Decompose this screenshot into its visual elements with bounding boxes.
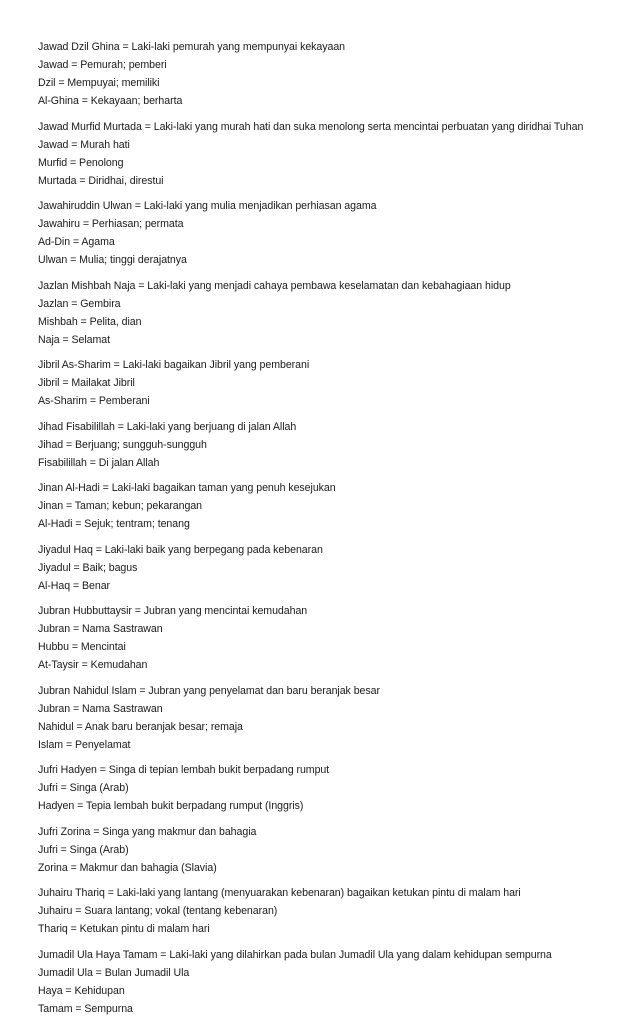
entry-definition: Naja = Selamat [38,333,111,346]
entry-heading: Jawad Dzil Ghina = Laki-laki pemurah yang mempunyai kekayaan [38,41,346,53]
entry-definition: Jufri = Singa (Arab) [38,782,129,794]
entry-definition: Jufri = Singa (Arab) [38,843,129,856]
entry-heading: Jawad Murfid Murtada = Laki-laki yang murah hati dan suka menolong serta mencintai perbuatan yang diridhai Tuhan [38,120,584,133]
entry-definition: Jumadil Ula = Bulan Jumadil Ula [38,966,190,979]
entry-definition: Jazlan = Gembira [38,297,121,310]
name-entry [38,479,618,533]
entry-heading: Jubran Nahidul Islam = Jubran yang penyelamat dan baru beranjak besar [38,684,380,697]
entry-definition: Ad-Din = Agama [38,236,115,248]
entry-definition: Dzil = Mempuyai; memiliki [38,77,160,89]
entry-heading: Jufri Zorina = Singa yang makmur dan bahagia [38,825,257,838]
entry-definition: As-Sharim = Pemberani [38,395,150,407]
entry-definition: Jiyadul = Baik; bagus [38,561,138,574]
name-entry [38,823,618,877]
name-entry [38,682,618,754]
entry-definition: Jinan = Taman; kebun; pekarangan [38,500,202,512]
entry-heading: Jawahiruddin Ulwan = Laki-laki yang mulia menjadikan perhiasan agama [38,200,377,212]
entry-definition: Jibril = Mailakat Jibril [38,377,135,389]
name-entry [38,602,618,674]
entry-definition: Jawad = Pemurah; pemberi [38,59,167,71]
entry-definition: Juhairu = Suara lantang; vokal (tentang kebenaran) [38,905,278,917]
entry-definition: Hubbu = Mencintai [38,641,126,653]
entry-definition: Murtada = Diridhai, direstui [38,174,164,187]
name-entry [38,946,618,1018]
document-body [38,38,618,1025]
entry-definition: Murfid = Penolong [38,156,124,169]
entry-heading: Jufri Hadyen = Singa di tepian lembah bukit berpadang rumput [38,764,330,776]
entry-definition: Al-Hadi = Sejuk; tentram; tenang [38,518,190,530]
entry-definition: Mishbah = Pelita, dian [38,315,142,328]
name-entry [38,38,618,110]
entry-definition: Jawad = Murah hati [38,138,130,151]
entry-heading: Jumadil Ula Haya Tamam = Laki-laki yang dilahirkan pada bulan Jumadil Ula yang dalam kehidupan sempurna [38,948,552,961]
entry-definition: Jihad = Berjuang; sungguh-sungguh [38,438,207,451]
entry-definition: Haya = Kehidupan [38,984,125,997]
entry-definition: Jubran = Nama Sastrawan [38,702,163,715]
name-entry [38,118,618,190]
entry-heading: Jihad Fisabilillah = Laki-laki yang berjuang di jalan Allah [38,420,297,433]
entry-definition: Tamam = Sempurna [38,1002,133,1015]
entry-heading: Jinan Al-Hadi = Laki-laki bagaikan taman yang penuh kesejukan [38,482,336,494]
entry-definition: Nahidul = Anak baru beranjak besar; remaja [38,720,243,733]
name-entry [38,197,618,269]
entry-heading: Jiyadul Haq = Laki-laki baik yang berpegang pada kebenaran [38,543,323,556]
entry-definition: At-Taysir = Kemudahan [38,659,148,671]
entry-definition: Ulwan = Mulia; tinggi derajatnya [38,254,187,266]
name-entry [38,761,618,815]
entry-definition: Jawahiru = Perhiasan; permata [38,218,184,230]
name-entry [38,277,618,349]
entry-heading: Jazlan Mishbah Naja = Laki-laki yang menjadi cahaya pembawa keselamatan dan kebahagiaan hidup [38,279,511,292]
entry-definition: Fisabilillah = Di jalan Allah [38,456,160,469]
entry-definition: Zorina = Makmur dan bahagia (Slavia) [38,861,217,874]
entry-definition: Hadyen = Tepia lembah bukit berpadang rumput (Inggris) [38,800,304,812]
name-entry [38,356,618,410]
entry-definition: Thariq = Ketukan pintu di malam hari [38,923,210,935]
entry-definition: Al-Haq = Benar [38,579,111,592]
entry-heading: Juhairu Thariq = Laki-laki yang lantang (menyuarakan kebenaran) bagaikan ketukan pintu di malam hari [38,887,521,899]
name-entry [38,418,618,472]
entry-definition: Jubran = Nama Sastrawan [38,623,163,635]
entry-definition: Islam = Penyelamat [38,738,131,751]
entry-definition: Al-Ghina = Kekayaan; berharta [38,95,183,107]
name-entry [38,884,618,938]
entry-heading: Jubran Hubbuttaysir = Jubran yang mencintai kemudahan [38,605,308,617]
entry-heading: Jibril As-Sharim = Laki-laki bagaikan Jibril yang pemberani [38,359,310,371]
name-entry [38,541,618,595]
